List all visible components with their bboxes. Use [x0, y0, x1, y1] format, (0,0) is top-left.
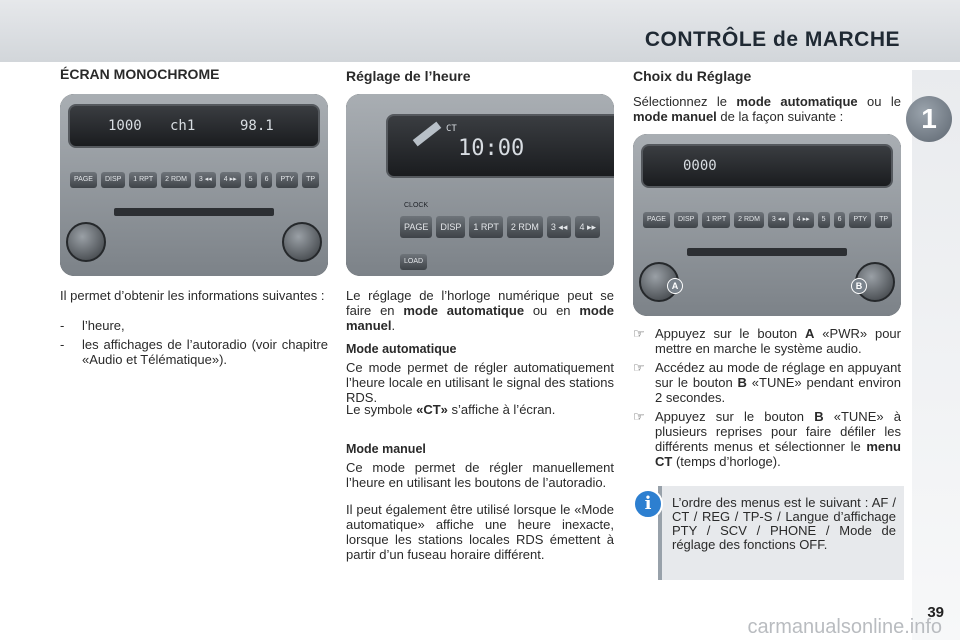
page-title: CONTRÔLE de MARCHE — [644, 28, 900, 51]
radio-button: 4 ▸▸ — [575, 216, 600, 238]
cd-slot — [687, 248, 847, 256]
radio-button: 3 ◂◂ — [547, 216, 572, 238]
lcd-frequency: 98.1 — [240, 118, 274, 134]
radio-display — [68, 104, 320, 148]
list-item: - les affichages de l’autoradio (voir chapitre «Audio et Télématique»). — [60, 337, 328, 367]
mode-auto-title: Mode automatique — [346, 342, 457, 356]
pointing-hand-icon: ☞ — [633, 409, 645, 424]
section-heading-ecran: ÉCRAN MONOCHROME — [60, 66, 220, 82]
radio-button: PAGE — [400, 216, 432, 238]
radio-button: 2 RDM — [507, 216, 543, 238]
tune-knob — [282, 222, 322, 262]
radio-button: DISP — [436, 216, 465, 238]
list-item: - l’heure, — [60, 318, 125, 333]
load-button: LOAD — [400, 254, 427, 270]
radio-button: 2 RDM — [161, 172, 191, 188]
radio-button: PAGE — [643, 212, 670, 228]
radio-button: 5 — [818, 212, 830, 228]
radio-button: PAGE — [70, 172, 97, 188]
cd-slot — [114, 208, 274, 216]
radio-button: DISP — [674, 212, 698, 228]
list-item: ☞ Appuyez sur le bouton A «PWR» pour mettre en marche le système audio. — [633, 326, 901, 356]
radio-button: PTY — [849, 212, 871, 228]
list-item: ☞ Accédez au mode de réglage en appuyant sur le bouton B «TUNE» pendant environ 2 secondes. — [633, 360, 902, 405]
col3-steps — [633, 326, 901, 473]
radio-button: 6 — [834, 212, 846, 228]
lcd-channel: ch1 — [170, 118, 196, 134]
power-knob — [66, 222, 106, 262]
radio-image-1 — [60, 94, 328, 276]
lcd-time: 0000 — [683, 158, 717, 174]
radio-button: DISP — [101, 172, 125, 188]
radio-image-3 — [633, 134, 901, 316]
preset-button-row — [70, 172, 319, 188]
mode-manual-title: Mode manuel — [346, 442, 426, 456]
radio-display — [641, 144, 893, 188]
marker-b: B — [851, 278, 867, 294]
radio-button: 1 RPT — [129, 172, 157, 188]
lcd-time: 10:00 — [458, 136, 525, 161]
page-header — [0, 0, 960, 62]
preset-button-row — [400, 216, 600, 238]
ct-symbol-text: Le symbole «CT» s’affiche à l’écran. — [346, 402, 556, 417]
pointing-hand-icon: ☞ — [633, 360, 645, 375]
col1-list — [60, 318, 328, 371]
radio-button: TP — [875, 212, 892, 228]
list-item: ☞ Appuyez sur le bouton B «TUNE» à plusieurs reprises pour faire défiler les différents menus et sélectionner le menu CT (temps d’horloge). — [633, 409, 901, 469]
radio-button: 3 ◂◂ — [768, 212, 789, 228]
list-dash: - — [60, 337, 65, 352]
lcd-ct-symbol: CT — [446, 124, 457, 134]
radio-button: 2 RDM — [734, 212, 764, 228]
radio-display-zoom — [386, 114, 614, 178]
marker-a: A — [667, 278, 683, 294]
mode-manual-text: Ce mode permet de régler manuellement l’heure en utilisant les boutons de l’autoradio. — [346, 460, 614, 490]
clock-label: CLOCK — [404, 202, 429, 209]
info-text: L’ordre des menus est le suivant : AF / CT / REG / TP-S / Langue d’affichage PTY / SCV / PHONE / Mode de réglage des fonctions OFF. — [672, 495, 896, 552]
chapter-badge: 1 — [906, 96, 952, 142]
page-number: 39 — [927, 604, 944, 621]
chapter-strip — [912, 70, 960, 640]
watermark: carmanualsonline.info — [747, 616, 942, 638]
pointing-hand-icon: ☞ — [633, 326, 645, 341]
lcd-time: 1000 — [108, 118, 142, 134]
radio-image-2 — [346, 94, 614, 276]
radio-button: TP — [302, 172, 319, 188]
radio-button: 5 — [245, 172, 257, 188]
mode-manual-text2: Il peut également être utilisé lorsque le «Mode automatique» affiche une heure inexacte, lorsque les stations locales RDS émettent à partir d’un fuseau horaire différent. — [346, 502, 614, 562]
preset-button-row — [643, 212, 892, 228]
col1-intro: Il permet d’obtenir les informations suivantes : — [60, 288, 325, 303]
radio-button: 3 ◂◂ — [195, 172, 216, 188]
section-heading-choix: Choix du Réglage — [633, 68, 752, 84]
list-dash: - — [60, 318, 65, 333]
section-heading-reglage: Réglage de l’heure — [346, 68, 471, 84]
radio-button: 4 ▸▸ — [220, 172, 241, 188]
radio-button: 1 RPT — [469, 216, 503, 238]
info-icon: i — [633, 489, 663, 519]
radio-button: 6 — [261, 172, 273, 188]
col2-intro: Le réglage de l’horloge numérique peut se faire en mode automatique ou en mode manuel. — [346, 288, 614, 333]
col3-intro: Sélectionnez le mode automatique ou le mode manuel de la façon suivante : — [633, 94, 901, 124]
radio-button: 1 RPT — [702, 212, 730, 228]
radio-button: PTY — [276, 172, 298, 188]
radio-button: 4 ▸▸ — [793, 212, 814, 228]
mode-auto-text: Ce mode permet de régler automatiquement l’heure locale en utilisant le signal des stations RDS. — [346, 360, 614, 405]
